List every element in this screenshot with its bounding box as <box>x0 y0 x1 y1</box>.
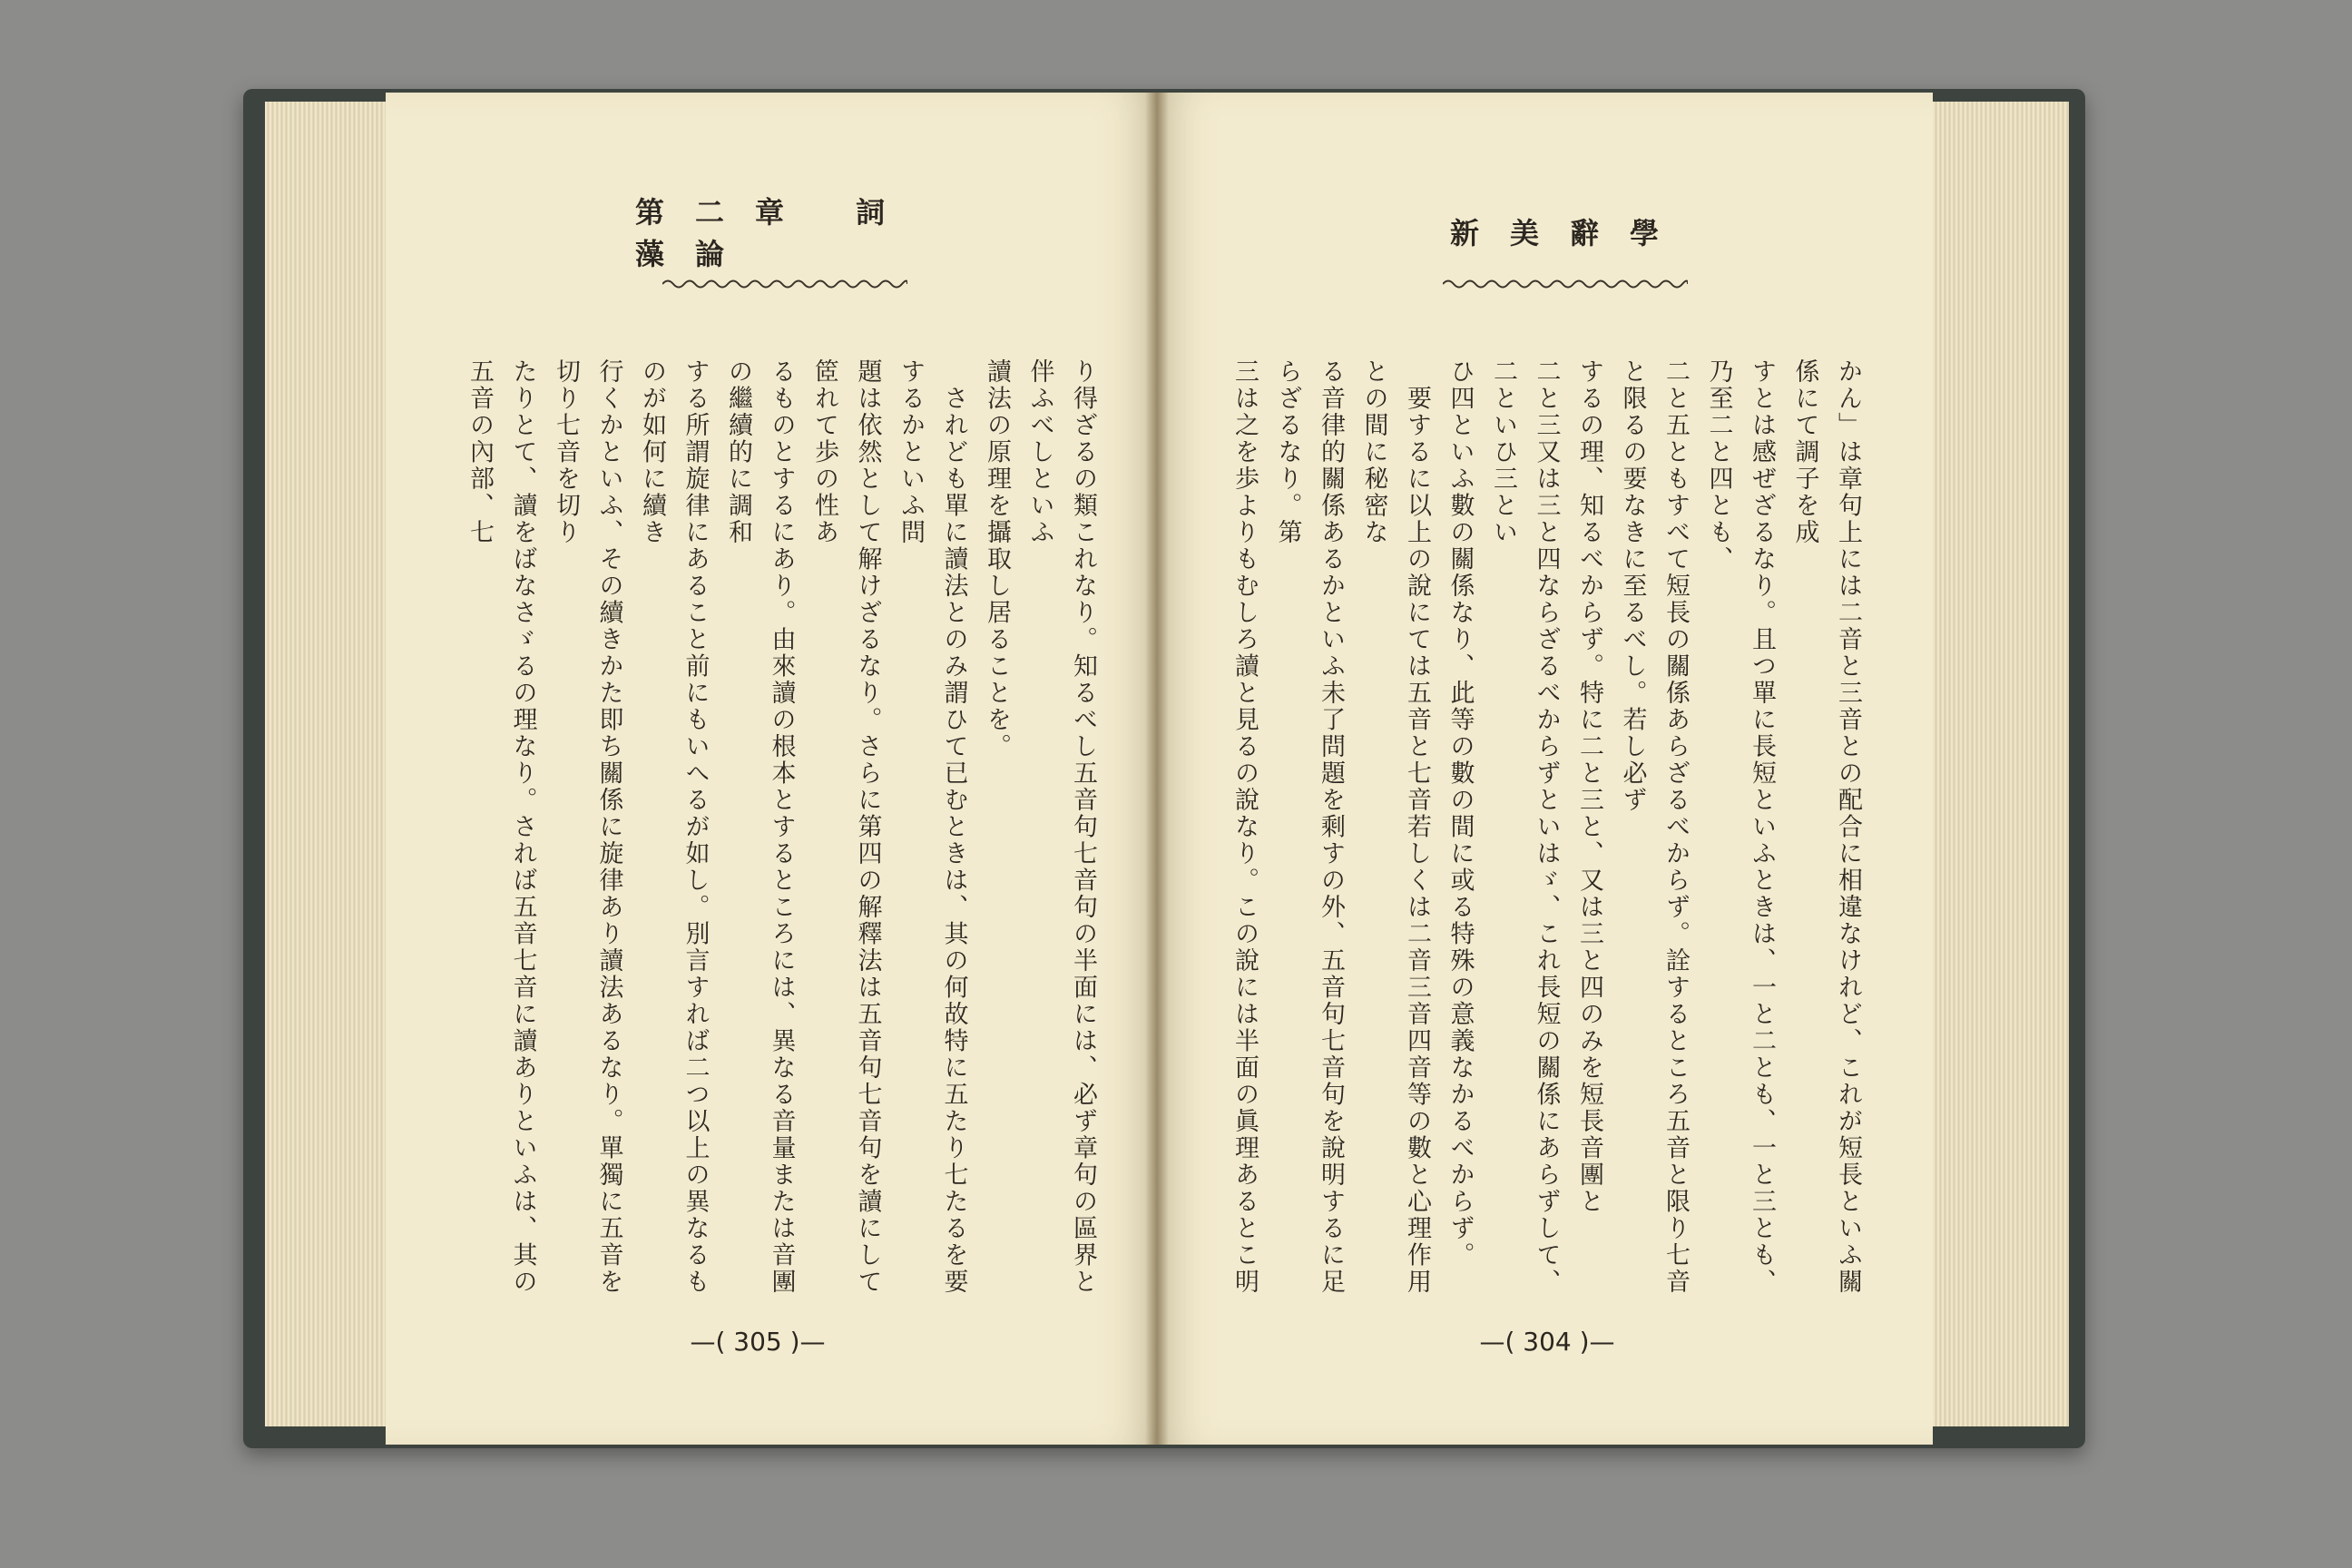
left-page-number: —( 305 )— <box>690 1327 826 1357</box>
left-page-body-text <box>458 358 1104 1320</box>
right-page-number: —( 304 )— <box>1479 1327 1615 1357</box>
text-column: 讀法の原理を攝取し居ることを。 <box>983 358 1011 760</box>
right-page-body-text <box>1223 358 1869 1320</box>
text-column: り得ざるの類これなり。知るべし五音句七音句の半面には、必ず章句の區界と伴ふべしといふ <box>1025 358 1097 1296</box>
text-column: 題は依然として解けざるなり。さらに第四の解釋法は五音句七音句を讀にして䇫れて歩の性あ <box>810 358 882 1296</box>
text-column: 行くかといふ、その續きかた即ち關係に旋律あり讀法あるなり。單獨に五音を切り七音を切り <box>552 358 623 1296</box>
text-column: 二と三又は三と四ならざるべからずといはゞ、これ長短の關係にあらずして、二といひ三とい <box>1489 358 1561 1296</box>
text-column: するの理、知るべからず。特に二と三と、又は三と四のみを短長音團と <box>1575 358 1603 1215</box>
right-header-wavy-rule <box>1443 278 1688 290</box>
text-column: かん」は章句上には二音と三音との配合に相違なけれど、これが短長といふ關係にて調子を成 <box>1790 358 1862 1296</box>
text-column: されども單に讀法とのみ謂ひて已むときは、其の何故特に五たり七たるを要するかといふ問 <box>897 358 968 1296</box>
text-column: る音律的關係あるかといふ未了問題を剩すの外、五音句七音句を說明するに足らざるなり。第 <box>1273 358 1345 1296</box>
left-running-header: 第二章 詞藻論 <box>635 195 916 271</box>
page-edges-left <box>265 102 397 1426</box>
text-column: 二と五ともすべて短長の關係あらざるべからず。詮するところ五音と限り七音と限るの要なきに至るべし。若し必ず <box>1618 358 1690 1296</box>
text-column: 三は之を歩よりもむしろ讀と見るの說なり。この說には半面の眞理あるとこ明 <box>1230 358 1259 1296</box>
text-column: 要するに以上の說にては五音と七音若しくは二音三音四音等の數と心理作用との間に秘密な <box>1359 358 1431 1296</box>
right-running-header: 新美辭學 <box>1449 216 1690 250</box>
text-column: すとは感ぜざるなり。且つ單に長短といふときは、一と二とも、一と三とも、乃至二と四とも、 <box>1704 358 1776 1296</box>
text-column: るものとするにあり。由來讀の根本とするところには、異なる音量または音團の繼續的に調和 <box>724 358 796 1296</box>
book-gutter <box>1145 93 1169 1445</box>
text-column: たりとて、讀をばなさゞるの理なり。されば五音七音に讀ありといふは、其の五音の內部、七 <box>466 358 537 1296</box>
page-edges-right <box>1924 102 2069 1426</box>
text-column: する所謂旋律にあること前にもいへるが如し。別言すれば二つ以上の異なるものが如何に續き <box>638 358 710 1296</box>
text-column: ひ四といふ數の關係なり、此等の數の間に或る特殊の意義なかるべからず。 <box>1446 358 1475 1269</box>
left-header-wavy-rule <box>662 278 907 290</box>
